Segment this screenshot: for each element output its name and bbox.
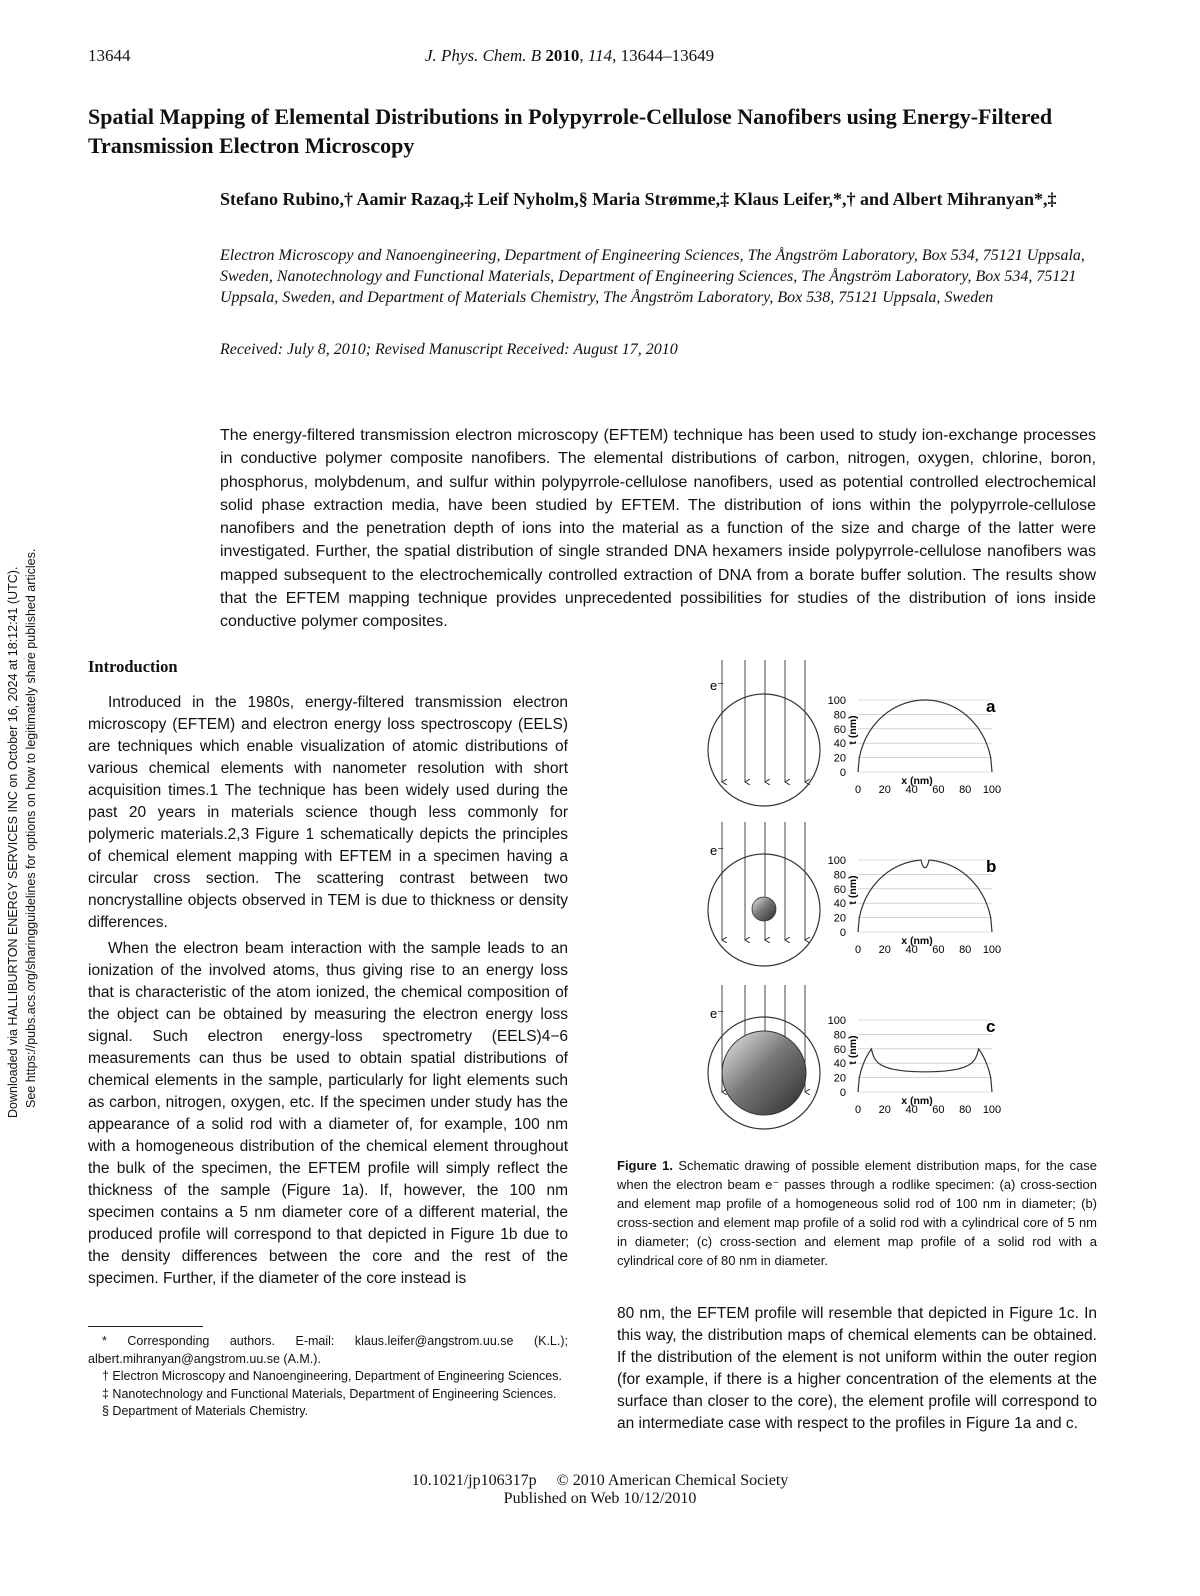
y-tick-label: 80 [833, 1029, 846, 1042]
article-title: Spatial Mapping of Elemental Distributions in Polypyrrole-Cellulose Nanofibers using Energy-Filtered Transmission Electron Microscopy [88, 104, 1053, 158]
beam-label-c: e⁻ [710, 1006, 725, 1021]
footnote-dagger: † Electron Microscopy and Nanoengineering, Department of Engineering Sciences. [102, 1369, 562, 1383]
x-tick-label: 60 [932, 784, 945, 796]
x-tick-label: 100 [982, 1104, 1002, 1116]
footnotes [88, 1333, 568, 1421]
y-tick-label: 80 [833, 709, 846, 722]
caption-text: Schematic drawing of possible element distribution maps, for the case when the electron beam e⁻ passes through a rodlike specimen: (a) cross-section and element map profile of a homogeneous solid rod of 100 nm in diameter; (b) cross-section and element map profile of a solid rod with a cylindrical core of 5 nm in diameter; (c) cross-section and element map profile of a solid rod with a cylindrical core of 80 nm in diameter. [617, 1158, 1097, 1268]
x-tick-label: 40 [905, 944, 918, 956]
x-tick-label: 40 [905, 1104, 918, 1116]
y-tick-label: 100 [827, 695, 846, 707]
intro-paragraph-2 [88, 938, 568, 1290]
core-b [752, 897, 776, 921]
section-heading-introduction: Introduction [88, 657, 178, 676]
x-tick-label: 20 [878, 1104, 891, 1116]
journal-pages: 13644–13649 [620, 46, 715, 65]
intro-paragraph-1 [88, 692, 568, 934]
footnote-section: § Department of Materials Chemistry. [102, 1404, 309, 1418]
y-tick-label: 40 [833, 1058, 846, 1071]
beam-label-b: e⁻ [710, 843, 725, 858]
footnote-double-dagger: ‡ Nanotechnology and Functional Materials, Department of Engineering Sciences. [102, 1386, 557, 1401]
core-c [722, 1031, 806, 1115]
download-notice-line-2: See https://pubs.acs.org/sharingguidelines for options on how to legitimately share published articles. [24, 548, 38, 1108]
panel-label: b [986, 857, 997, 876]
caption-label: Figure 1. [617, 1158, 673, 1173]
y-tick-label: 40 [833, 898, 846, 911]
abstract: The energy-filtered transmission electron microscopy (EFTEM) technique has been used to study ion-exchange processes in conductive polymer composite nanofibers. The elemental distributions of carbon, nitrogen, oxygen, chlorine, boron, phosphorus, molybdenum, and sulfur within polypyrrole-cellulose nanofibers, used as potential controlled electrochemical solid phase extraction media, have been studied by EFTEM. The distribution of ions within the polypyrrole-cellulose nanofibers and the penetration depth of ions into the material as a function of the size and charge of the latter were investigated. Further, the spatial distribution of single stranded DNA hexamers inside polypyrrole-cellulose nanofibers was mapped subsequent to the electrochemically controlled extraction of DNA from a borate buffer solution. The results show that the EFTEM mapping technique provides unprecedented possibilities for studies of the distribution of ions inside conductive polymer composites. [220, 427, 1096, 631]
intro-paragraph-1-text: Introduced in the 1980s, energy-filtered transmission electron microscopy (EFTEM) and electron energy loss spectroscopy (EELS) are techniques which enable visualization of atomic distributions of various chemical elements with nanometer resolution with short acquisition times.1 The technique has been widely used during the past 20 years in materials science though less commonly for polymeric materials.2,3 Figure 1 schematically depicts the principles of chemical element mapping with EFTEM in a specimen having a circular cross section. The scattering contrast between two noncrystalline objects observed in TEM is due to thickness or density differences. [88, 694, 568, 931]
x-tick-label: 60 [932, 1104, 945, 1116]
y-axis-label: t (nm) [847, 1035, 859, 1065]
footnote-corresponding: * Corresponding authors. E-mail: klaus.leifer@angstrom.uu.se (K.L.); albert.mihranyan@angstrom.uu.se (A.M.). [88, 1334, 568, 1366]
y-tick-label: 20 [833, 1072, 846, 1085]
journal-volume: 114 [587, 46, 613, 65]
y-tick-label: 20 [833, 912, 846, 925]
y-tick-label: 100 [827, 855, 846, 867]
panel-label: a [986, 697, 996, 716]
x-tick-label: 80 [959, 944, 972, 956]
beam-label-a: e⁻ [710, 678, 725, 693]
received-dates: Received: July 8, 2010; Revised Manuscript Received: August 17, 2010 [220, 341, 678, 358]
x-tick-label: 80 [959, 784, 972, 796]
profile-curve [858, 860, 992, 932]
y-tick-label: 100 [827, 1015, 846, 1027]
panel-label: c [986, 1017, 996, 1036]
author-list: Stefano Rubino,† Aamir Razaq,‡ Leif Nyholm,§ Maria Strømme,‡ Klaus Leifer,*,† and Albert Mihranyan*,‡ [220, 189, 1057, 209]
journal-year: 2010 [545, 46, 580, 65]
download-notice [0, 0, 38, 1596]
figure-1-schematic [700, 650, 1010, 1150]
cross-section-a [708, 694, 820, 806]
y-tick-label: 0 [839, 927, 846, 939]
x-tick-label: 0 [854, 1104, 862, 1116]
page-number: 13644 [88, 46, 131, 65]
x-tick-label: 0 [854, 944, 862, 956]
intro-paragraph-2-text: When the electron beam interaction with the sample leads to an ionization of the involved atoms, thus giving rise to an energy loss that is characteristic of the atom ionized, the chemical composition of the object can be obtained by measuring the electron energy loss signal. Such electron energy-loss spectrometry (EELS)4−6 measurements can thus be used to obtain spatial distributions of chemical elements in the sample, particularly for light elements such as carbon, nitrogen, oxygen, etc. If the specimen under study has the appearance of a solid rod with a diameter of, for example, 100 nm with a homogeneous distribution of the chemical element throughout the bulk of the specimen, the EFTEM profile will simply reflect the thickness of the sample (Figure 1a). If, however, the 100 nm specimen contains a 5 nm diameter core of a different material, the produced profile will correspond to that depicted in Figure 1b due to the density differences between the core and the rest of the specimen. Further, if the diameter of the core instead is [88, 940, 568, 1287]
electron-beam-arrows [722, 660, 805, 1092]
y-tick-label: 60 [833, 723, 846, 736]
affiliations: Electron Microscopy and Nanoengineering, Department of Engineering Sciences, The Ångström Laboratory, Box 534, 75121 Uppsala, Sweden, Nanotechnology and Functional Materials, Department of Engineering Sciences, The Ångström Laboratory, Box 534, 75121 Uppsala, Sweden, and Department of Materials Chemistry, The Ångström Laboratory, Box 538, 75121 Uppsala, Sweden [220, 247, 1085, 306]
profile-plots [828, 695, 1002, 1116]
intro-paragraph-3: 80 nm, the EFTEM profile will resemble that depicted in Figure 1c. In this way, the distribution maps of chemical elements can be obtained. If the distribution of the element is not uniform within the outer region (for example, if there is a higher concentration of the elements at the surface than closer to the core), the element profile will correspond to an intermediate case with respect to the profiles in Figure 1a and c. [617, 1305, 1097, 1432]
y-tick-label: 0 [839, 767, 846, 779]
y-axis-label: t (nm) [847, 875, 859, 905]
profile-curve [858, 700, 992, 772]
doi-copyright: 10.1021/jp106317p © 2010 American Chemical Society [411, 1472, 789, 1489]
download-notice-line-1: Downloaded via HALLIBURTON ENERGY SERVICES INC on October 16, 2024 at 18:12:41 (UTC). [6, 566, 20, 1118]
y-tick-label: 20 [833, 752, 846, 765]
x-tick-label: 20 [878, 784, 891, 796]
profile-curve [858, 1049, 992, 1092]
journal-reference: J. Phys. Chem. B 2010, 114, 13644–13649 [425, 46, 715, 65]
x-tick-label: 60 [932, 944, 945, 956]
y-tick-label: 60 [833, 1043, 846, 1056]
x-tick-label: 100 [982, 784, 1002, 796]
x-axis-label: x (nm) [901, 1095, 933, 1107]
x-tick-label: 0 [854, 784, 862, 796]
published-date: Published on Web 10/12/2010 [503, 1490, 697, 1507]
x-axis-label: x (nm) [901, 935, 933, 947]
y-axis-label: t (nm) [847, 715, 859, 745]
y-tick-label: 80 [833, 869, 846, 882]
footnote-divider [88, 1326, 203, 1327]
x-tick-label: 100 [982, 944, 1002, 956]
x-tick-label: 40 [905, 784, 918, 796]
y-tick-label: 60 [833, 883, 846, 896]
x-axis-label: x (nm) [901, 775, 933, 787]
x-tick-label: 20 [878, 944, 891, 956]
y-tick-label: 40 [833, 738, 846, 751]
x-tick-label: 80 [959, 1104, 972, 1116]
y-tick-label: 0 [839, 1087, 846, 1099]
journal-name: J. Phys. Chem. B [425, 46, 542, 65]
figure-1-caption [617, 1156, 1097, 1270]
